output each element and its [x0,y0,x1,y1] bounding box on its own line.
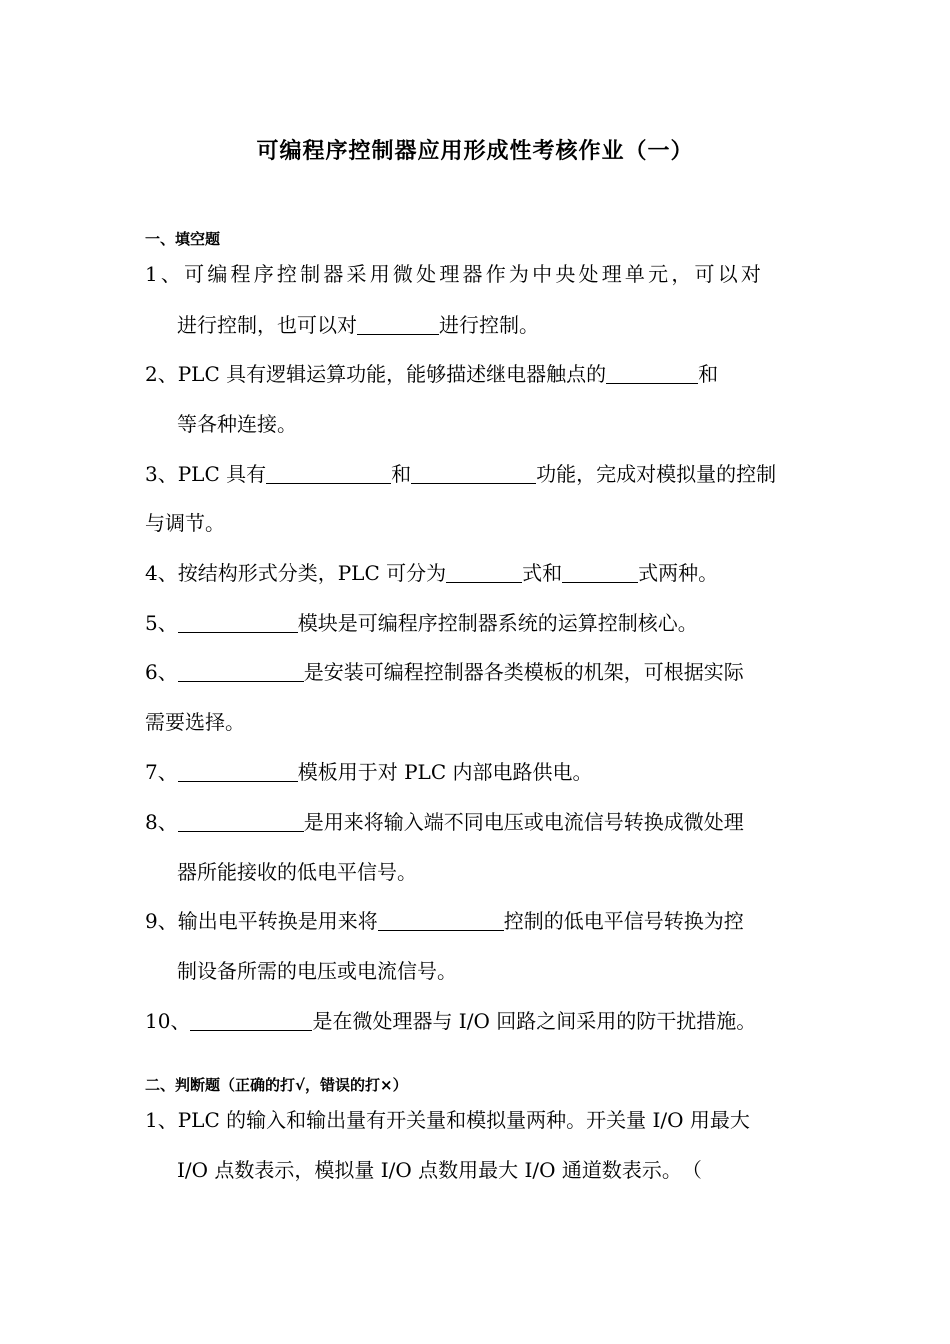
question-3-text: 3、PLC 具有 [145,462,267,486]
answer-blank[interactable] [190,1010,312,1031]
question-3-text: 与调节。 [145,511,225,535]
question-1-text: 进行控制。 [439,313,539,337]
question-9-text: 9、输出电平转换是用来将 [145,909,378,933]
question-4-line-1 [145,558,718,588]
question-9-line-1 [145,906,744,936]
section-heading-true-false: 二、判断题（正确的打√，错误的打×） [145,1076,408,1094]
question-5-line-1 [145,608,698,638]
question-8-text: 8、 [145,810,178,834]
page-title: 可编程序控制器应用形成性考核作业（一） [256,139,694,164]
question-4-text: 式两种。 [638,561,719,585]
tf-question-1-line-2 [177,1155,702,1185]
question-4-text: 式和 [522,561,563,585]
question-7-line-1 [145,757,593,787]
question-10-line-1 [145,1006,756,1036]
answer-blank[interactable] [178,612,298,633]
question-6-text: 需要选择。 [145,710,245,734]
answer-blank[interactable] [378,910,504,931]
question-7-text: 7、 [145,760,178,784]
question-7-text: 模板用于对 PLC 内部电路供电。 [297,760,593,784]
question-3-text: 和 [391,462,412,486]
answer-blank[interactable] [446,562,522,583]
question-1-line-1 [145,259,764,289]
question-6-line-1 [145,657,744,687]
question-5-text: 模块是可编程序控制器系统的运算控制核心。 [297,611,698,635]
question-2-text: 2、PLC 具有逻辑运算功能，能够描述继电器触点的 [145,362,607,386]
question-2-line-1 [145,359,718,389]
question-10-text: 10、 [145,1009,191,1033]
question-6-text: 6、 [145,660,178,684]
answer-blank[interactable] [266,463,391,484]
question-2-text: 等各种连接。 [177,412,297,436]
answer-blank[interactable] [178,811,304,832]
answer-blank[interactable] [562,562,638,583]
question-6-text: 是安装可编程控制器各类模板的机架，可根据实际 [303,660,744,684]
question-5-text: 5、 [145,611,178,635]
section-heading-fill-blank: 一、填空题 [145,230,221,248]
question-10-text: 是在微处理器与 I/O 回路之间采用的防干扰措施。 [312,1009,757,1033]
answer-blank[interactable] [606,363,698,384]
question-1-text: 1、可编程序控制器采用微处理器作为中央处理单元，可以对 [145,262,765,286]
question-1-text: 进行控制，也可以对 [177,313,357,337]
question-8-text: 是用来将输入端不同电压或电流信号转换成微处理 [303,810,744,834]
question-2-line-2 [177,409,297,439]
question-4-text: 4、按结构形式分类，PLC 可分为 [145,561,447,585]
question-9-text: 控制的低电平信号转换为控 [503,909,744,933]
question-9-text: 制设备所需的电压或电流信号。 [177,959,457,983]
question-6-line-2 [145,707,245,737]
question-2-text: 和 [698,362,719,386]
question-3-line-1 [145,459,776,489]
tf-question-1-text: 1、PLC 的输入和输出量有开关量和模拟量两种。开关量 I/O 用最大 [145,1108,750,1132]
tf-question-1-text: I/O 点数表示，模拟量 I/O 点数用最大 I/O 通道数表示。 （ [177,1158,702,1182]
question-3-text: 功能，完成对模拟量的控制 [536,462,777,486]
answer-blank[interactable] [411,463,536,484]
question-8-line-1 [145,807,744,837]
answer-blank[interactable] [357,314,439,335]
answer-blank[interactable] [178,661,304,682]
question-9-line-2 [177,956,457,986]
question-8-line-2 [177,857,417,887]
question-8-text: 器所能接收的低电平信号。 [177,860,417,884]
question-1-line-2 [177,310,539,340]
question-3-line-2 [145,508,225,538]
answer-blank[interactable] [178,761,298,782]
tf-question-1-line-1 [145,1105,750,1135]
